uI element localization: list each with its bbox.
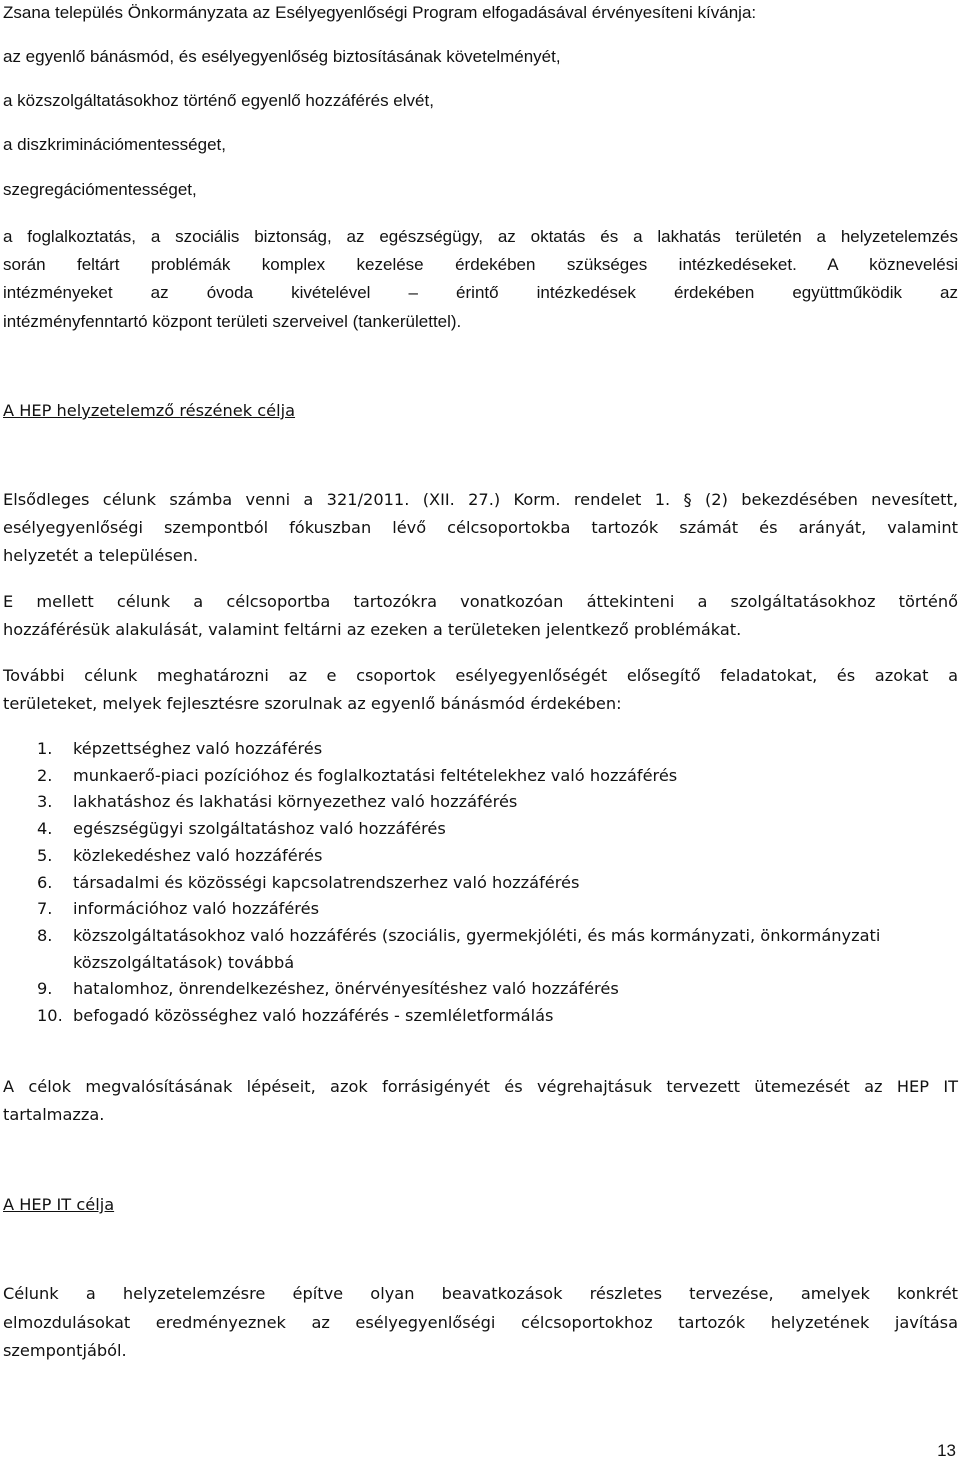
paragraph-line: esélyegyenlőségi szempontból fókuszban lévő célcsoportokba tartozók számát és arányát, valamint (3, 518, 958, 537)
list-item-number: 10. (37, 1006, 63, 1025)
list-item-number: 6. (37, 873, 53, 892)
paragraph-line: területeket, melyek fejlesztésre szorulnak az egyenlő bánásmód érdekében: (3, 694, 622, 713)
list-item: egészségügyi szolgáltatáshoz való hozzáférés (73, 819, 446, 838)
intro-lead: Zsana település Önkormányzata az Esélyegyenlőségi Program elfogadásával érvényesíteni kívánja: (3, 3, 757, 22)
paragraph-line: helyzetét a településen. (3, 546, 199, 565)
section-heading: A HEP IT célja (3, 1195, 115, 1214)
list-item: információhoz való hozzáférés (73, 899, 319, 918)
list-item-number: 8. (37, 926, 53, 945)
list-item: munkaerő-piaci pozícióhoz és foglalkoztatási feltételekhez való hozzáférés (73, 766, 678, 785)
paragraph-line: További célunk meghatározni az e csoportok esélyegyenlőségét elősegítő feladatokat, és azokat a (3, 666, 958, 685)
list-item: lakhatáshoz és lakhatási környezethez való hozzáférés (73, 792, 518, 811)
paragraph-line: hozzáférésük alakulását, valamint feltárni az ezeken a területeken jelentkező problémákat. (3, 620, 742, 639)
intro-paragraph-line: intézményfenntartó központ területi szerveivel (tankerülettel). (3, 312, 462, 331)
list-item-continuation: közszolgáltatások) továbbá (73, 953, 295, 972)
intro-paragraph-line: során feltárt problémák komplex kezelése érdekében szükséges intézkedéseket. A köznevelési (3, 255, 958, 274)
paragraph-line: A célok megvalósításának lépéseit, azok forrásigényét és végrehajtásuk tervezett ütemezését az HEP IT (3, 1077, 958, 1096)
list-item-number: 2. (37, 766, 53, 785)
intro-item: a diszkriminációmentességet, (3, 135, 226, 154)
list-item-number: 9. (37, 979, 53, 998)
list-item: képzettséghez való hozzáférés (73, 739, 323, 758)
list-item-number: 1. (37, 739, 53, 758)
intro-paragraph-line: intézményeket az óvoda kivételével – érintő intézkedések érdekében együttműködik az (3, 283, 958, 302)
list-item: hatalomhoz, önrendelkezéshez, önérvényesítéshez való hozzáférés (73, 979, 619, 998)
list-item: társadalmi és közösségi kapcsolatrendszerhez való hozzáférés (73, 873, 580, 892)
list-item-number: 3. (37, 792, 53, 811)
intro-item: a közszolgáltatásokhoz történő egyenlő hozzáférés elvét, (3, 91, 434, 110)
intro-paragraph-line: a foglalkoztatás, a szociális biztonság, az egészségügy, az oktatás és a lakhatás területén a helyzetelemzés (3, 227, 958, 246)
paragraph-line: Elsődleges célunk számba venni a 321/2011. (XII. 27.) Korm. rendelet 1. § (2) bekezdésében nevesített, (3, 490, 958, 509)
list-item: befogadó közösséghez való hozzáférés - szemléletformálás (73, 1006, 554, 1025)
intro-item: szegregációmentességet, (3, 180, 197, 199)
paragraph-line: Célunk a helyzetelemzésre építve olyan beavatkozások részletes tervezése, amelyek konkrét (3, 1284, 958, 1303)
list-item-number: 5. (37, 846, 53, 865)
paragraph-line: elmozdulásokat eredményeznek az esélyegyenlőségi célcsoportokhoz tartozók helyzetének javítása (3, 1313, 958, 1332)
section-heading: A HEP helyzetelemző részének célja (3, 401, 296, 420)
paragraph-line: szempontjából. (3, 1341, 127, 1360)
list-item: közlekedéshez való hozzáférés (73, 846, 323, 865)
intro-item: az egyenlő bánásmód, és esélyegyenlőség biztosításának követelményét, (3, 47, 561, 66)
paragraph-line: E mellett célunk a célcsoportba tartozókra vonatkozóan áttekinteni a szolgáltatásokhoz történő (3, 592, 958, 611)
list-item: közszolgáltatásokhoz való hozzáférés (szociális, gyermekjóléti, és más kormányzati, önkormányzati (73, 926, 881, 945)
list-item-number: 4. (37, 819, 53, 838)
page-number: 13 (937, 1441, 956, 1460)
list-item-number: 7. (37, 899, 53, 918)
paragraph-line: tartalmazza. (3, 1105, 105, 1124)
